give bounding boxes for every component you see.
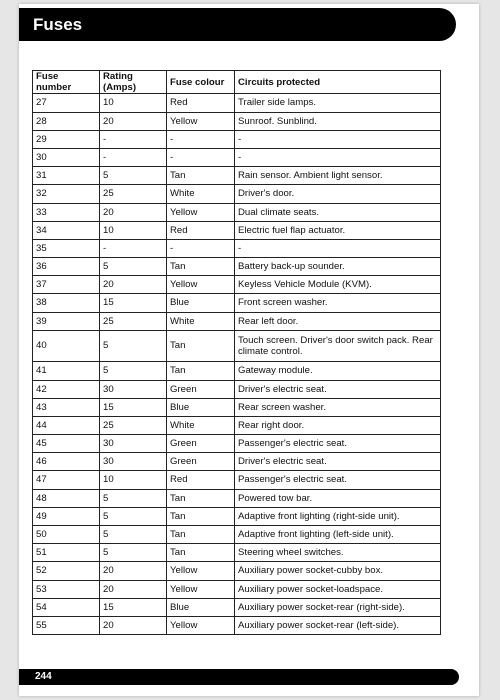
column-header-fuse-number: Fuse number [33, 71, 100, 94]
table-row [33, 112, 441, 130]
cell-circuits: - [235, 239, 441, 257]
cell-rating: 25 [100, 185, 167, 203]
page-footer [19, 669, 459, 685]
table-row [33, 598, 441, 616]
table-row [33, 398, 441, 416]
cell-rating: 15 [100, 294, 167, 312]
cell-fuse-colour: Tan [167, 362, 235, 380]
cell-fuse-number: 27 [33, 94, 100, 112]
cell-circuits: Rear screen washer. [235, 398, 441, 416]
cell-rating: 15 [100, 398, 167, 416]
cell-rating: 5 [100, 330, 167, 362]
manual-page [19, 4, 479, 696]
table-row [33, 130, 441, 148]
cell-rating: 15 [100, 598, 167, 616]
cell-fuse-colour: Red [167, 94, 235, 112]
cell-fuse-number: 36 [33, 258, 100, 276]
cell-circuits: Steering wheel switches. [235, 544, 441, 562]
cell-circuits: - [235, 130, 441, 148]
cell-circuits: Passenger's electric seat. [235, 471, 441, 489]
cell-fuse-number: 28 [33, 112, 100, 130]
cell-fuse-number: 38 [33, 294, 100, 312]
cell-fuse-colour: White [167, 312, 235, 330]
cell-rating: 30 [100, 380, 167, 398]
cell-rating: 5 [100, 489, 167, 507]
column-header-fuse-colour: Fuse colour [167, 71, 235, 94]
cell-fuse-colour: Tan [167, 507, 235, 525]
cell-rating: 25 [100, 416, 167, 434]
cell-circuits: Driver's electric seat. [235, 380, 441, 398]
table-row [33, 203, 441, 221]
cell-circuits: Gateway module. [235, 362, 441, 380]
table-row [33, 562, 441, 580]
cell-fuse-number: 33 [33, 203, 100, 221]
table-body [33, 94, 441, 635]
cell-circuits: Rain sensor. Ambient light sensor. [235, 167, 441, 185]
cell-fuse-number: 31 [33, 167, 100, 185]
cell-rating: 30 [100, 453, 167, 471]
cell-rating: 5 [100, 167, 167, 185]
cell-fuse-colour: - [167, 239, 235, 257]
table-row [33, 580, 441, 598]
cell-circuits: Electric fuel flap actuator. [235, 221, 441, 239]
cell-circuits: Adaptive front lighting (right-side unit). [235, 507, 441, 525]
section-header [19, 8, 456, 41]
cell-circuits: Auxiliary power socket-cubby box. [235, 562, 441, 580]
cell-fuse-colour: - [167, 130, 235, 148]
cell-rating: 20 [100, 112, 167, 130]
cell-circuits: Powered tow bar. [235, 489, 441, 507]
cell-fuse-colour: Yellow [167, 562, 235, 580]
cell-rating: 20 [100, 580, 167, 598]
cell-fuse-colour: Green [167, 435, 235, 453]
cell-fuse-number: 42 [33, 380, 100, 398]
cell-circuits: Rear left door. [235, 312, 441, 330]
cell-circuits: Auxiliary power socket-rear (left-side). [235, 616, 441, 634]
table-row [33, 507, 441, 525]
cell-fuse-number: 49 [33, 507, 100, 525]
table-row [33, 276, 441, 294]
cell-rating: 5 [100, 526, 167, 544]
cell-circuits: Passenger's electric seat. [235, 435, 441, 453]
cell-fuse-number: 30 [33, 148, 100, 166]
cell-rating: - [100, 148, 167, 166]
cell-fuse-number: 50 [33, 526, 100, 544]
cell-circuits: Driver's door. [235, 185, 441, 203]
cell-rating: 20 [100, 616, 167, 634]
table-row [33, 94, 441, 112]
cell-fuse-colour: White [167, 416, 235, 434]
cell-fuse-colour: Blue [167, 398, 235, 416]
cell-fuse-number: 54 [33, 598, 100, 616]
column-header-circuits: Circuits protected [235, 71, 441, 94]
table-row [33, 330, 441, 362]
cell-circuits: Keyless Vehicle Module (KVM). [235, 276, 441, 294]
section-title: Fuses [33, 15, 83, 34]
cell-fuse-colour: White [167, 185, 235, 203]
cell-fuse-colour: Yellow [167, 616, 235, 634]
cell-circuits: - [235, 148, 441, 166]
table-row [33, 258, 441, 276]
table-row [33, 148, 441, 166]
table-row [33, 526, 441, 544]
cell-fuse-colour: Blue [167, 294, 235, 312]
cell-rating: 5 [100, 507, 167, 525]
cell-fuse-number: 34 [33, 221, 100, 239]
cell-rating: 5 [100, 258, 167, 276]
cell-fuse-colour: Yellow [167, 112, 235, 130]
cell-circuits: Battery back-up sounder. [235, 258, 441, 276]
cell-fuse-colour: Yellow [167, 276, 235, 294]
cell-fuse-colour: - [167, 148, 235, 166]
table-row [33, 453, 441, 471]
cell-fuse-colour: Green [167, 453, 235, 471]
cell-fuse-colour: Tan [167, 330, 235, 362]
cell-fuse-number: 46 [33, 453, 100, 471]
table-row [33, 380, 441, 398]
cell-circuits: Touch screen. Driver's door switch pack. Rear climate control. [235, 330, 441, 362]
cell-fuse-colour: Yellow [167, 580, 235, 598]
fuse-table [32, 70, 441, 635]
table-row [33, 489, 441, 507]
cell-rating: - [100, 239, 167, 257]
cell-fuse-number: 29 [33, 130, 100, 148]
cell-fuse-number: 44 [33, 416, 100, 434]
table-row [33, 362, 441, 380]
cell-circuits: Adaptive front lighting (left-side unit). [235, 526, 441, 544]
cell-fuse-number: 52 [33, 562, 100, 580]
cell-circuits: Front screen washer. [235, 294, 441, 312]
cell-fuse-number: 45 [33, 435, 100, 453]
cell-fuse-colour: Tan [167, 258, 235, 276]
cell-fuse-colour: Tan [167, 544, 235, 562]
cell-fuse-number: 43 [33, 398, 100, 416]
table-row [33, 167, 441, 185]
cell-fuse-number: 41 [33, 362, 100, 380]
cell-fuse-number: 35 [33, 239, 100, 257]
cell-circuits: Auxiliary power socket-loadspace. [235, 580, 441, 598]
cell-rating: 20 [100, 203, 167, 221]
cell-rating: 25 [100, 312, 167, 330]
table-row [33, 294, 441, 312]
cell-rating: - [100, 130, 167, 148]
cell-fuse-number: 48 [33, 489, 100, 507]
cell-rating: 20 [100, 276, 167, 294]
cell-fuse-number: 51 [33, 544, 100, 562]
cell-fuse-number: 40 [33, 330, 100, 362]
cell-circuits: Rear right door. [235, 416, 441, 434]
cell-rating: 10 [100, 94, 167, 112]
table-row [33, 471, 441, 489]
cell-rating: 5 [100, 544, 167, 562]
cell-fuse-number: 32 [33, 185, 100, 203]
cell-fuse-number: 39 [33, 312, 100, 330]
cell-fuse-colour: Red [167, 471, 235, 489]
table-row [33, 416, 441, 434]
cell-circuits: Auxiliary power socket-rear (right-side). [235, 598, 441, 616]
cell-circuits: Driver's electric seat. [235, 453, 441, 471]
table-row [33, 616, 441, 634]
cell-fuse-number: 47 [33, 471, 100, 489]
cell-rating: 10 [100, 221, 167, 239]
table-row [33, 435, 441, 453]
table-header-row [33, 71, 441, 94]
cell-rating: 30 [100, 435, 167, 453]
cell-rating: 20 [100, 562, 167, 580]
cell-fuse-colour: Blue [167, 598, 235, 616]
cell-fuse-colour: Green [167, 380, 235, 398]
cell-circuits: Dual climate seats. [235, 203, 441, 221]
cell-circuits: Trailer side lamps. [235, 94, 441, 112]
table-row [33, 185, 441, 203]
cell-fuse-colour: Tan [167, 526, 235, 544]
cell-rating: 10 [100, 471, 167, 489]
page-number: 244 [35, 671, 52, 682]
table-row [33, 239, 441, 257]
table-row [33, 312, 441, 330]
cell-fuse-number: 37 [33, 276, 100, 294]
table-row [33, 544, 441, 562]
table-row [33, 221, 441, 239]
cell-fuse-number: 53 [33, 580, 100, 598]
cell-rating: 5 [100, 362, 167, 380]
cell-fuse-number: 55 [33, 616, 100, 634]
column-header-rating: Rating (Amps) [100, 71, 167, 94]
cell-fuse-colour: Tan [167, 489, 235, 507]
cell-fuse-colour: Red [167, 221, 235, 239]
cell-fuse-colour: Tan [167, 167, 235, 185]
cell-circuits: Sunroof. Sunblind. [235, 112, 441, 130]
cell-fuse-colour: Yellow [167, 203, 235, 221]
